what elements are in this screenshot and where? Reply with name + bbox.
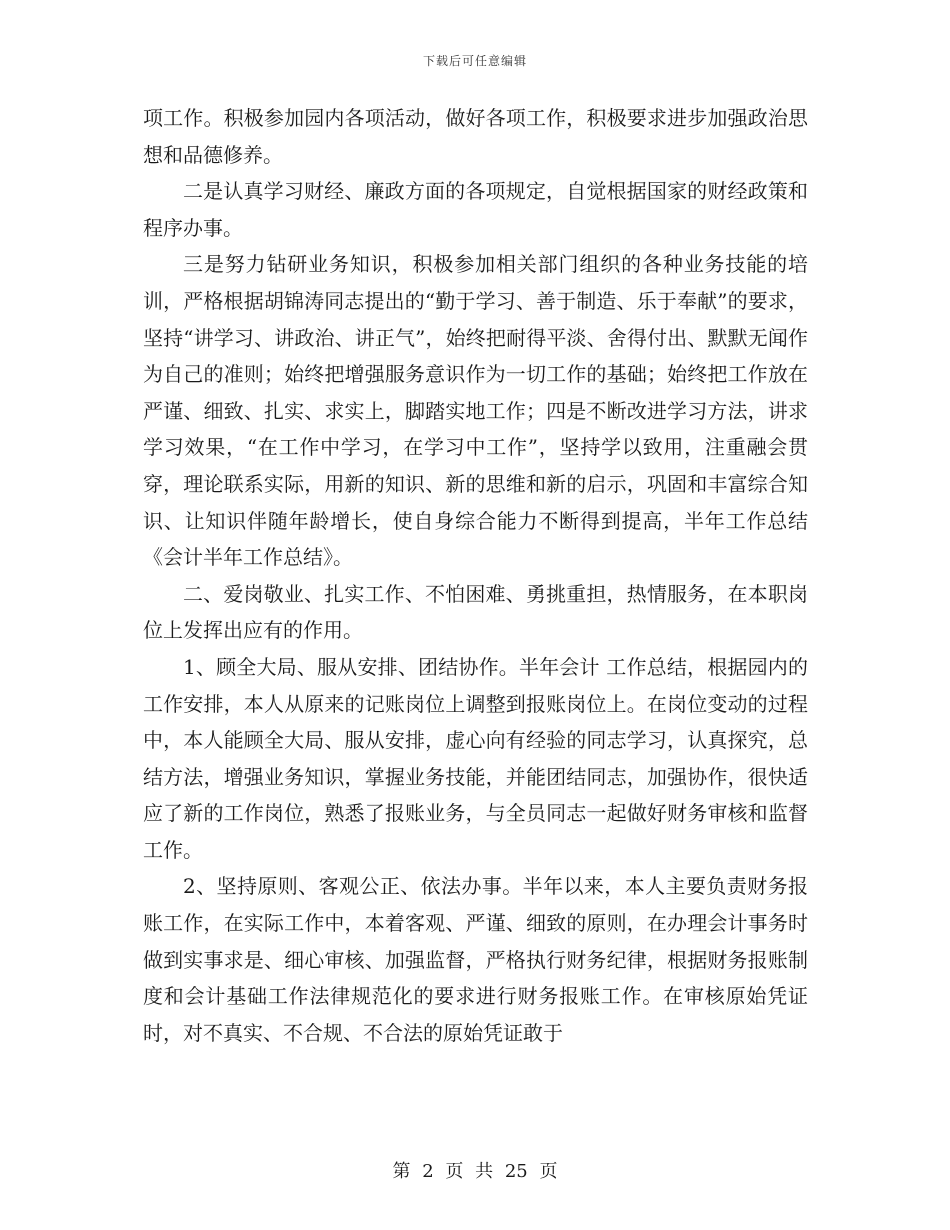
paragraph-6: 2、坚持原则、客观公正、依法办事。半年以来，本人主要负责财务报账工作，在实际工作中，本着客观、严谨、细致的原则，在办理会计事务时做到实事求是、细心审核、加强监督，严格执行财务纪律，根据财务报账制度和会计基础工作法律规范化的要求进行财务报账工作。在审核原始凭证时，对不真实、不合规、不合法的原始凭证敢于	[143, 874, 808, 1045]
paragraph-5: 1、顾全大局、服从安排、团结协作。半年会计 工作总结，根据园内的工作安排，本人从原来的记账岗位上调整到报账岗位上。在岗位变动的过程中，本人能顾全大局、服从安排，虚心向有经验的同志学习，认真探究，总结方法，增强业务知识，掌握业务技能，并能团结同志，加强协作，很快适应了新的工作岗位，熟悉了报账业务，与全员同志一起做好财务审核和监督工作。	[143, 654, 808, 862]
page-header: 下载后可任意编辑	[422, 54, 527, 68]
page-number: 第 2 页 共 25 页	[392, 1161, 558, 1182]
paragraph-2: 二是认真学习财经、廉政方面的各项规定，自觉根据国家的财经政策和程序办事。	[143, 179, 808, 240]
paragraph-4: 二、爱岗敬业、扎实工作、不怕困难、勇挑重担，热情服务，在本职岗位上发挥出应有的作用。	[143, 581, 808, 643]
document-body	[143, 100, 808, 1051]
paragraph-3: 三是努力钻研业务知识，积极参加相关部门组织的各种业务技能的培训，严格根据胡锦涛同志提出的“勤于学习、善于制造、乐于奉献”的要求，坚持“讲学习、讲政治、讲正气”，始终把耐得平淡、舍得付出、默默无闻作为自己的准则；始终把增强服务意识作为一切工作的基础；始终把工作放在严谨、细致、扎实、求实上，脚踏实地工作；四是不断改进学习方法，讲求学习效果，“在工作中学习，在学习中工作”，坚持学以致用，注重融会贯穿，理论联系实际，用新的知识、新的思维和新的启示，巩固和丰富综合知识、让知识伴随年龄增长，使自身综合能力不断得到提高，半年工作总结《会计半年工作总结》。	[143, 252, 808, 570]
paragraph-1: 项工作。积极参加园内各项活动，做好各项工作，积极要求进步加强政治思想和品德修养。	[143, 106, 808, 167]
